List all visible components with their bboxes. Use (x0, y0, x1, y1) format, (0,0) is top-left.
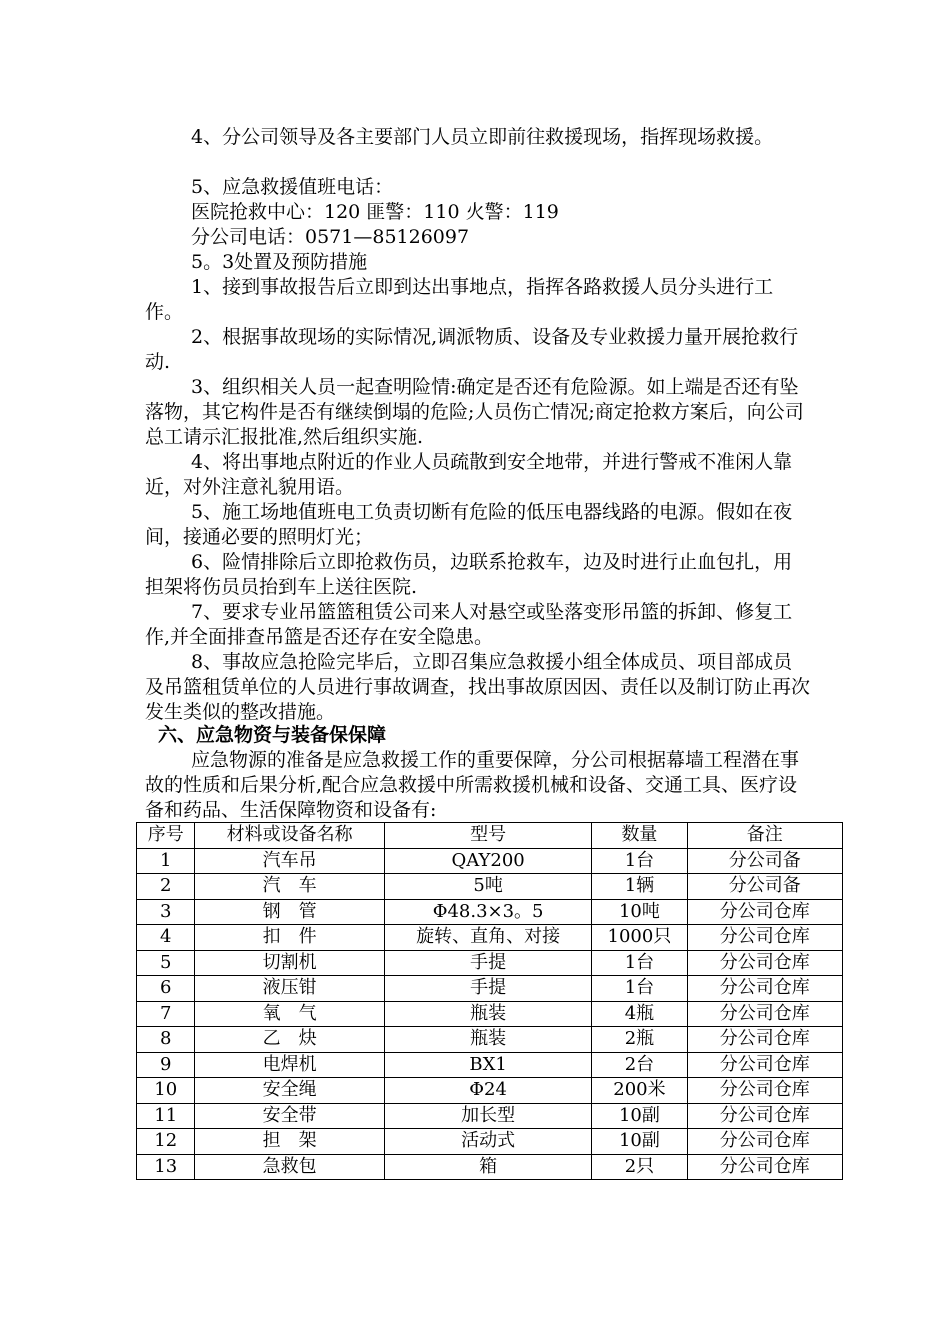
cell-quantity: 1辆 (592, 874, 687, 900)
cell-quantity: 1台 (592, 848, 687, 874)
table-row (137, 899, 843, 925)
table-row (137, 1103, 843, 1129)
table-row (137, 1154, 843, 1180)
cell-remark: 分公司仓库 (687, 925, 842, 951)
paragraph-leader-rescue: 4、分公司领导及各主要部门人员立即前往救援现场，指挥现场救援。 (191, 126, 774, 148)
paragraph-step-8: 8、事故应急抢险完毕后，立即召集应急救援小组全体成员、项目部成员及吊篮租赁单位的人员进行事故调查，找出事故原因因、责任以及制订防止再次发生类似的整改措施。 (145, 651, 811, 723)
cell-index: 8 (137, 1027, 195, 1053)
cell-remark: 分公司仓库 (687, 1078, 842, 1104)
table-row (137, 1052, 843, 1078)
cell-remark: 分公司仓库 (687, 950, 842, 976)
table-row (137, 874, 843, 900)
cell-model: Φ48.3×3。5 (384, 899, 591, 925)
cell-quantity: 10副 (592, 1103, 687, 1129)
cell-model: 瓶装 (384, 1027, 591, 1053)
cell-index: 6 (137, 976, 195, 1002)
table-row (137, 976, 843, 1002)
cell-model: 箱 (384, 1154, 591, 1180)
paragraph-company-phone: 分公司电话：0571—85126097 (191, 226, 470, 248)
cell-model: 手提 (384, 976, 591, 1002)
cell-remark: 分公司仓库 (687, 1129, 842, 1155)
cell-model: 瓶装 (384, 1001, 591, 1027)
cell-quantity: 10副 (592, 1129, 687, 1155)
cell-name: 担 架 (195, 1129, 384, 1155)
cell-name: 安全带 (195, 1103, 384, 1129)
table-row (137, 1001, 843, 1027)
table-row (137, 848, 843, 874)
cell-remark: 分公司仓库 (687, 1001, 842, 1027)
section-heading: 六、应急物资与装备保保障 (158, 724, 387, 746)
section-intro: 应急物源的准备是应急救援工作的重要保障，分公司根据幕墙工程潜在事故的性质和后果分析,配合应急救援中所需救援机械和设备、交通工具、医疗设备和药品、生活保障物资和设备有: (145, 749, 800, 821)
cell-quantity: 2只 (592, 1154, 687, 1180)
cell-name: 钢 管 (195, 899, 384, 925)
paragraph-step-6: 6、险情排除后立即抢救伤员，边联系抢救车，边及时进行止血包扎，用担架将伤员员抬到车上送往医院. (145, 551, 793, 598)
paragraph-section-5-3: 5。3处置及预防措施 (191, 251, 368, 273)
paragraph-step-1: 1、接到事故报告后立即到达出事地点，指挥各路救援人员分头进行工作。 (145, 276, 774, 323)
table-header-row (137, 823, 843, 849)
cell-model: 活动式 (384, 1129, 591, 1155)
cell-remark: 分公司仓库 (687, 1154, 842, 1180)
cell-name: 急救包 (195, 1154, 384, 1180)
cell-index: 9 (137, 1052, 195, 1078)
cell-name: 电焊机 (195, 1052, 384, 1078)
cell-index: 3 (137, 899, 195, 925)
table-row (137, 925, 843, 951)
paragraph-duty-phone-title: 5、应急救援值班电话： (191, 176, 394, 198)
cell-index: 12 (137, 1129, 195, 1155)
header-name: 材料或设备名称 (195, 823, 384, 849)
cell-model: 旋转、直角、对接 (384, 925, 591, 951)
header-index: 序号 (137, 823, 195, 849)
paragraph-emergency-numbers: 医院抢救中心：120 匪警：110 火警：119 (191, 201, 559, 223)
paragraph-step-4: 4、将出事地点附近的作业人员疏散到安全地带，并进行警戒不准闲人靠近，对外注意礼貌用语。 (145, 451, 793, 498)
cell-model: 5吨 (384, 874, 591, 900)
cell-name: 安全绳 (195, 1078, 384, 1104)
cell-name: 扣 件 (195, 925, 384, 951)
cell-name: 氧 气 (195, 1001, 384, 1027)
cell-remark: 分公司仓库 (687, 1027, 842, 1053)
table-row (137, 950, 843, 976)
paragraph-step-7: 7、要求专业吊篮篮租赁公司来人对悬空或坠落变形吊篮的拆卸、修复工作,并全面排查吊篮是否还存在安全隐患。 (145, 601, 793, 648)
cell-quantity: 1台 (592, 976, 687, 1002)
cell-name: 汽车吊 (195, 848, 384, 874)
cell-model: Φ24 (384, 1078, 591, 1104)
cell-index: 11 (137, 1103, 195, 1129)
cell-model: QAY200 (384, 848, 591, 874)
cell-quantity: 200米 (592, 1078, 687, 1104)
cell-remark: 分公司仓库 (687, 1052, 842, 1078)
cell-remark: 分公司备 (687, 874, 842, 900)
cell-quantity: 2瓶 (592, 1027, 687, 1053)
cell-name: 切割机 (195, 950, 384, 976)
cell-remark: 分公司仓库 (687, 899, 842, 925)
cell-remark: 分公司备 (687, 848, 842, 874)
cell-name: 液压钳 (195, 976, 384, 1002)
cell-model: BX1 (384, 1052, 591, 1078)
cell-index: 10 (137, 1078, 195, 1104)
header-model: 型号 (384, 823, 591, 849)
cell-index: 7 (137, 1001, 195, 1027)
table-row (137, 1129, 843, 1155)
cell-index: 1 (137, 848, 195, 874)
cell-remark: 分公司仓库 (687, 1103, 842, 1129)
paragraph-step-5: 5、施工场地值班电工负责切断有危险的低压电器线路的电源。假如在夜间，接通必要的照明灯光； (145, 501, 793, 548)
table-row (137, 1078, 843, 1104)
paragraph-step-3: 3、组织相关人员一起查明险情:确定是否还有危险源。如上端是否还有坠落物，其它构件是否有继续倒塌的危险;人员伤亡情况;商定抢救方案后，向公司总工请示汇报批准,然后组织实施. (145, 376, 804, 448)
cell-remark: 分公司仓库 (687, 976, 842, 1002)
table-row (137, 1027, 843, 1053)
cell-quantity: 10吨 (592, 899, 687, 925)
cell-index: 2 (137, 874, 195, 900)
cell-quantity: 4瓶 (592, 1001, 687, 1027)
cell-name: 乙 炔 (195, 1027, 384, 1053)
cell-quantity: 1台 (592, 950, 687, 976)
equipment-table (136, 822, 843, 1180)
paragraph-step-2: 2、根据事故现场的实际情况,调派物质、设备及专业救援力量开展抢救行动. (145, 326, 799, 373)
cell-quantity: 1000只 (592, 925, 687, 951)
cell-index: 4 (137, 925, 195, 951)
cell-index: 13 (137, 1154, 195, 1180)
cell-quantity: 2台 (592, 1052, 687, 1078)
cell-name: 汽 车 (195, 874, 384, 900)
header-remark: 备注 (687, 823, 842, 849)
cell-model: 手提 (384, 950, 591, 976)
cell-model: 加长型 (384, 1103, 591, 1129)
cell-index: 5 (137, 950, 195, 976)
header-quantity: 数量 (592, 823, 687, 849)
